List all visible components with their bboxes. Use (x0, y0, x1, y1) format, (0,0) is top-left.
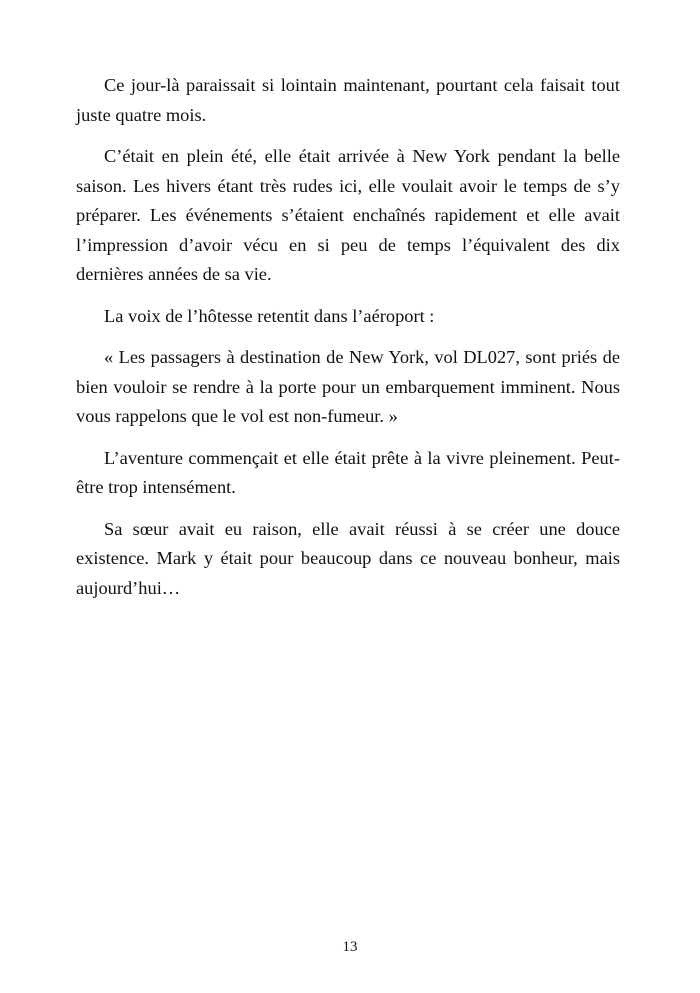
page-number: 13 (342, 939, 358, 955)
paragraph-4: « Les passagers à destination de New York, vol DL027, sont priés de bien vouloir se rendre à la porte pour un embarquement imminent. Nous vous rappelons que le vol est non-fumeur. » (76, 347, 620, 426)
paragraph-3: La voix de l’hôtesse retentit dans l’aéroport : (104, 305, 435, 326)
paragraph-1: Ce jour-là paraissait si lointain maintenant, pourtant cela faisait tout juste quatre mois. (76, 75, 620, 125)
paragraph-2: C’était en plein été, elle était arrivée à New York pendant la belle saison. Les hivers étant très rudes ici, elle voulait avoir le temps de s’y préparer. Les événements s’étaient enchaînés rapidement et elle avait l’impression d’avoir vécu en si peu de temps l’équivalent des dix dernières années de sa vie. (76, 146, 620, 284)
paragraph-5: L’aventure commençait et elle était prête à la vivre pleinement. Peut-être trop intensément. (76, 447, 620, 497)
body-text (76, 71, 620, 615)
paragraph-6: Sa sœur avait eu raison, elle avait réussi à se créer une douce existence. Mark y était pour beaucoup dans ce nouveau bonheur, mais aujourd’hui… (76, 518, 620, 598)
